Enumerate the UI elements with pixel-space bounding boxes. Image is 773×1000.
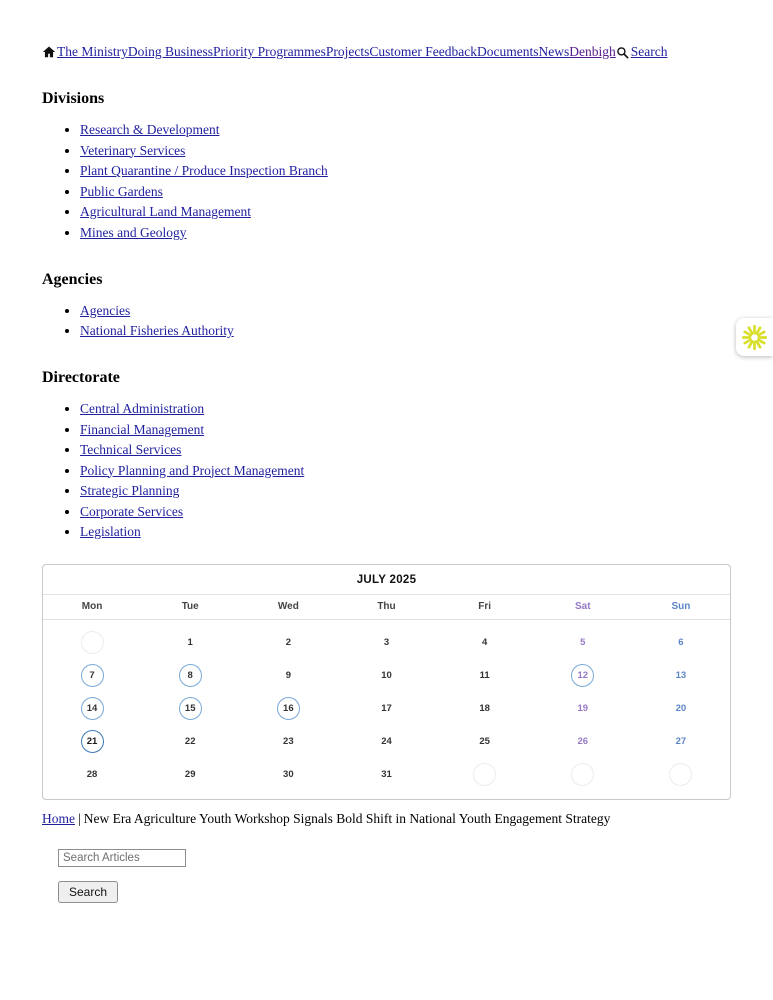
link-strategic-planning[interactable]: Strategic Planning — [80, 483, 180, 498]
calendar-day-headers — [43, 595, 730, 620]
calendar-day-6: 6 — [678, 637, 684, 648]
nav-link-priority-programmes[interactable]: Priority Programmes — [213, 44, 326, 59]
calendar-day-23: 23 — [283, 736, 294, 747]
list-item — [80, 203, 731, 220]
nav-link-projects[interactable]: Projects — [325, 44, 370, 59]
section-agencies — [42, 271, 731, 340]
calendar-day-20: 20 — [675, 703, 687, 714]
link-research-and-development[interactable]: Research & Development — [80, 122, 220, 137]
breadcrumb-home-link[interactable]: Home — [42, 811, 75, 826]
calendar-empty-cell — [669, 763, 692, 786]
link-public-gardens[interactable]: Public Gardens — [80, 183, 163, 199]
link-plant-quarantine[interactable]: Plant Quarantine / Produce Inspection Branch — [80, 163, 328, 178]
list-item — [80, 462, 731, 479]
calendar-day-26: 26 — [577, 736, 589, 747]
list-item — [80, 183, 731, 200]
list-item — [80, 441, 731, 458]
list-item — [80, 162, 731, 179]
calendar-day-25: 25 — [479, 736, 490, 747]
divisions-link-list — [42, 121, 731, 241]
link-financial-management[interactable]: Financial Management — [80, 421, 205, 437]
link-veterinary-services[interactable]: Veterinary Services — [80, 142, 186, 158]
link-mines-and-geology[interactable]: Mines and Geology — [80, 224, 187, 240]
day-header-thu: Thu — [377, 601, 396, 612]
calendar-day-29: 29 — [184, 769, 196, 780]
section-divisions — [42, 90, 731, 241]
list-item — [80, 224, 731, 241]
nav-link-denbigh[interactable]: Denbigh — [569, 44, 616, 59]
list-item — [80, 400, 731, 417]
home-icon — [42, 45, 56, 59]
list-item — [80, 503, 731, 520]
calendar-day-9: 9 — [285, 670, 291, 681]
calendar-day-18: 18 — [479, 703, 490, 714]
search-icon — [616, 46, 629, 59]
calendar-empty-cell — [571, 763, 594, 786]
list-item — [80, 142, 731, 159]
search-articles-input[interactable] — [58, 849, 186, 867]
home-link[interactable] — [42, 45, 56, 59]
list-item — [80, 523, 731, 540]
list-item — [80, 421, 731, 438]
calendar-day-17: 17 — [381, 703, 392, 714]
article-search-form — [58, 849, 731, 903]
calendar-day-3: 3 — [383, 637, 390, 648]
calendar-day-11: 11 — [479, 670, 490, 681]
calendar-month-title: JULY 2025 — [43, 565, 730, 595]
link-national-fisheries-authority[interactable]: National Fisheries Authority — [80, 323, 234, 338]
breadcrumb-article-title: New Era Agriculture Youth Workshop Signals Bold Shift in National Youth Engagement Strategy — [83, 811, 611, 826]
day-header-sat: Sat — [574, 601, 591, 612]
calendar-day-5: 5 — [580, 637, 586, 648]
calendar-day-19: 19 — [577, 703, 589, 714]
link-legislation[interactable]: Legislation — [80, 524, 141, 539]
section-directorate — [42, 369, 731, 540]
breadcrumb-separator: | — [78, 811, 81, 826]
calendar-empty-cell — [473, 763, 496, 786]
calendar-day-16[interactable]: 16 — [277, 697, 300, 720]
asterisk-icon — [741, 324, 768, 351]
link-policy-planning-project-management[interactable]: Policy Planning and Project Management — [80, 462, 305, 478]
calendar — [42, 564, 731, 800]
list-item — [80, 322, 731, 339]
calendar-day-12[interactable]: 12 — [571, 664, 594, 687]
calendar-day-2: 2 — [285, 637, 291, 648]
calendar-grid — [43, 620, 730, 799]
calendar-day-10: 10 — [381, 670, 392, 681]
day-header-sun: Sun — [671, 601, 691, 612]
calendar-day-27: 27 — [675, 736, 687, 747]
nav-link-news[interactable]: News — [538, 44, 570, 59]
calendar-empty-cell — [81, 631, 104, 654]
day-header-mon: Mon — [81, 601, 103, 612]
calendar-day-8[interactable]: 8 — [179, 664, 202, 687]
calendar-day-14[interactable]: 14 — [81, 697, 104, 720]
top-nav — [42, 44, 731, 60]
agencies-link-list — [42, 302, 731, 340]
calendar-day-21[interactable]: 21 — [81, 730, 104, 753]
calendar-day-7[interactable]: 7 — [81, 664, 104, 687]
nav-link-the-ministry[interactable]: The Ministry — [57, 44, 128, 59]
nav-link-documents[interactable]: Documents — [477, 44, 539, 59]
link-agricultural-land-management[interactable]: Agricultural Land Management — [80, 204, 251, 219]
calendar-day-15[interactable]: 15 — [179, 697, 202, 720]
section-title-directorate: Directorate — [42, 369, 120, 386]
calendar-day-4: 4 — [481, 637, 488, 648]
nav-search-link[interactable] — [616, 44, 668, 60]
calendar-day-24: 24 — [381, 736, 392, 747]
list-item — [80, 302, 731, 319]
link-technical-services[interactable]: Technical Services — [80, 442, 182, 457]
calendar-day-13: 13 — [675, 670, 687, 681]
list-item — [80, 121, 731, 138]
link-central-administration[interactable]: Central Administration — [80, 401, 205, 416]
section-title-agencies: Agencies — [42, 270, 103, 288]
day-header-fri: Fri — [478, 601, 492, 612]
calendar-day-30: 30 — [283, 769, 294, 780]
section-title-divisions: Divisions — [42, 90, 105, 107]
list-item — [80, 482, 731, 499]
day-header-tue: Tue — [181, 601, 199, 612]
link-agencies[interactable]: Agencies — [80, 302, 131, 318]
calendar-day-1: 1 — [187, 637, 193, 648]
calendar-day-22: 22 — [184, 736, 196, 747]
nav-link-customer-feedback[interactable]: Customer Feedback — [369, 44, 477, 59]
breadcrumb — [42, 811, 731, 827]
day-header-wed: Wed — [277, 601, 299, 612]
calendar-day-28: 28 — [86, 769, 98, 780]
search-articles-button[interactable]: Search — [58, 881, 118, 903]
link-corporate-services[interactable]: Corporate Services — [80, 503, 184, 519]
nav-search-label: Search — [630, 44, 668, 59]
accessibility-widget-button[interactable] — [736, 318, 773, 356]
nav-link-doing-business[interactable]: Doing Business — [127, 44, 214, 59]
directorate-link-list — [42, 400, 731, 540]
calendar-day-31: 31 — [381, 769, 392, 780]
